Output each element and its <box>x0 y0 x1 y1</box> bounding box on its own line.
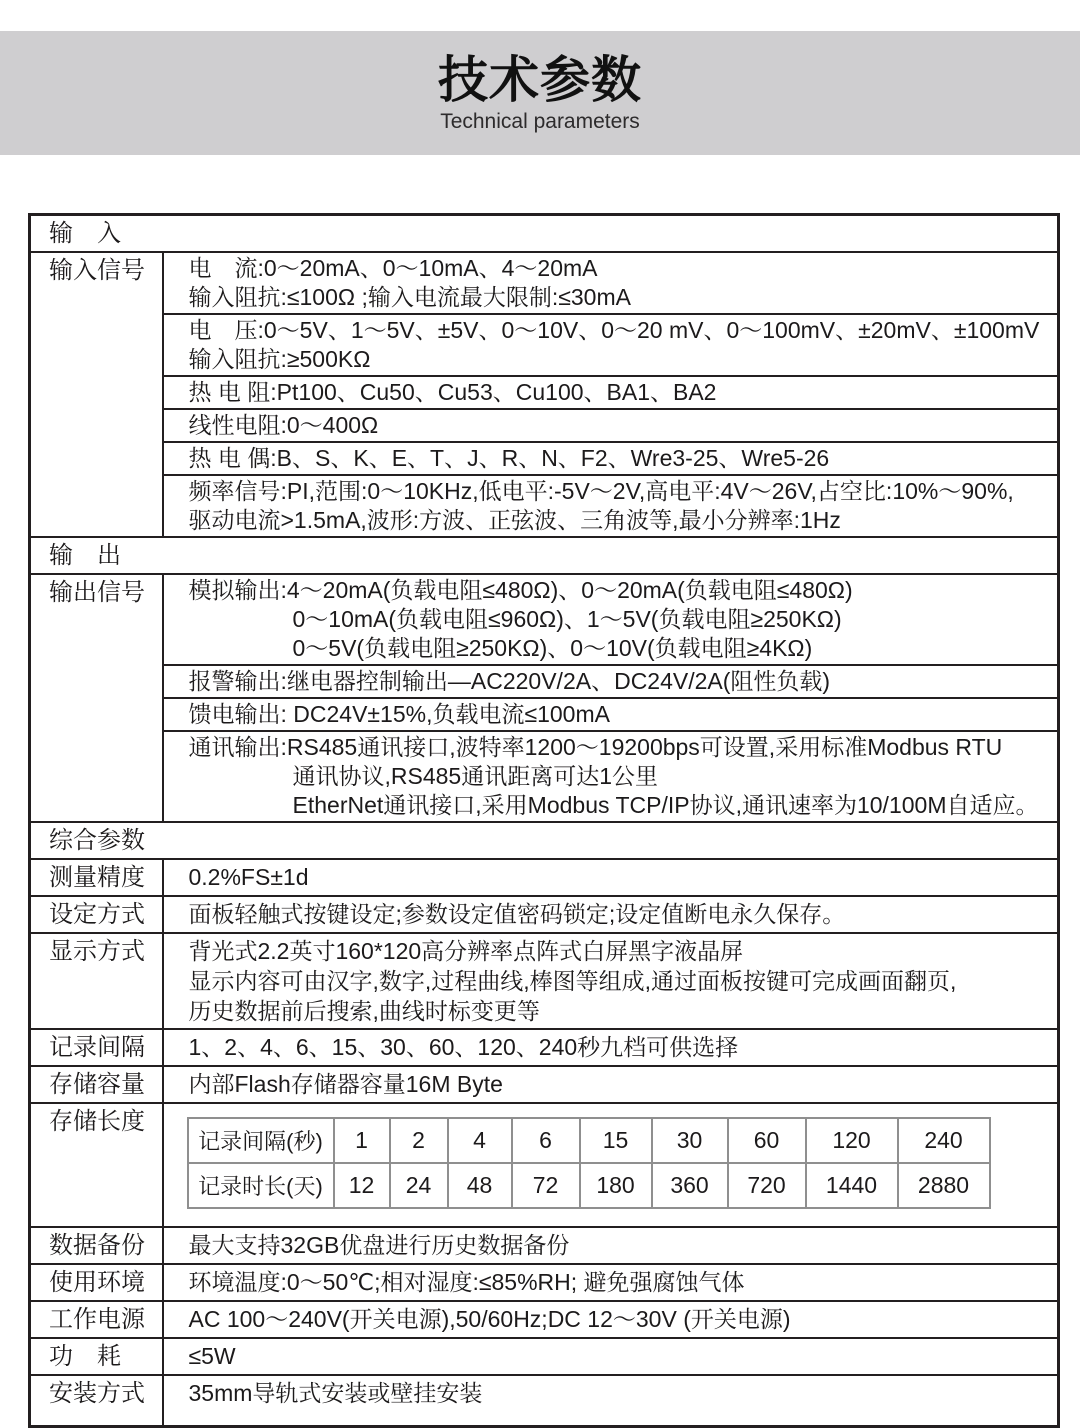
storage-interval-label: 记录间隔(秒) <box>188 1118 334 1163</box>
row-storage-length <box>30 1103 1059 1227</box>
input-subrow-frequency <box>164 476 1058 536</box>
storage-interval-value: 2 <box>390 1118 448 1163</box>
spec-line: 输入阻抗:≤100Ω ;输入电流最大限制:≤30mA <box>188 284 631 310</box>
input-subrow-rtd <box>164 377 1058 410</box>
row-label-display-mode: 显示方式 <box>30 933 163 1029</box>
row-working-power <box>30 1301 1059 1338</box>
spec-line: 热 电 阻:Pt100、Cu50、Cu53、Cu100、BA1、BA2 <box>188 379 717 405</box>
spec-line: 1、2、4、6、15、30、60、120、240秒九档可供选择 <box>188 1034 739 1060</box>
spec-line: EtherNet通讯接口,采用Modbus TCP/IP协议,通讯速率为10/100M自适应。 <box>292 792 1039 818</box>
storage-interval-value: 120 <box>806 1118 898 1163</box>
section-header-output: 输 出 <box>30 537 1059 574</box>
row-installation-method <box>30 1375 1059 1427</box>
output-subrow-feed-power <box>164 699 1058 732</box>
spec-line: 报警输出:继电器控制输出—AC220V/2A、DC24V/2A(阻性负载) <box>188 668 831 694</box>
storage-duration-value: 2880 <box>898 1163 990 1208</box>
row-data-backup <box>30 1227 1059 1264</box>
value-record-interval <box>163 1029 1059 1066</box>
output-signal-row <box>30 574 1059 822</box>
spec-sheet <box>0 31 1080 1407</box>
storage-interval-row <box>188 1118 990 1163</box>
spec-line: 通讯输出:RS485通讯接口,波特率1200～19200bps可设置,采用标准Modbus RTU <box>188 734 1003 760</box>
storage-duration-row <box>188 1163 990 1208</box>
storage-duration-value: 720 <box>728 1163 806 1208</box>
spec-line: 0.2%FS±1d <box>188 864 309 890</box>
value-measuring-accuracy <box>163 859 1059 896</box>
input-subrow-thermocouple <box>164 443 1058 476</box>
spec-line: AC 100～240V(开关电源),50/60Hz;DC 12～30V (开关电源) <box>188 1306 791 1332</box>
storage-duration-value: 24 <box>390 1163 448 1208</box>
row-operating-environment <box>30 1264 1059 1301</box>
section-row-output <box>30 537 1059 574</box>
spec-line: 热 电 偶:B、S、K、E、T、J、R、N、F2、Wre3-25、Wre5-26 <box>188 445 830 471</box>
row-label-power-consumption: 功 耗 <box>30 1338 163 1375</box>
storage-interval-value: 1 <box>334 1118 390 1163</box>
input-subrow-linear-resistance <box>164 410 1058 443</box>
value-setting-method <box>163 896 1059 933</box>
spec-line: 最大支持32GB优盘进行历史数据备份 <box>188 1232 570 1258</box>
spec-line: 内部Flash存储器容量16M Byte <box>188 1071 503 1097</box>
title-banner <box>0 31 1080 155</box>
spec-line: 驱动电流>1.5mA,波形:方波、正弦波、三角波等,最小分辨率:1Hz <box>188 507 841 533</box>
spec-line: 显示内容可由汉字,数字,过程曲线,棒图等组成,通过面板按键可完成画面翻页, <box>188 968 957 994</box>
row-label-storage-length: 存储长度 <box>30 1103 163 1227</box>
value-display-mode <box>163 933 1059 1029</box>
spec-line: 模拟输出:4～20mA(负载电阻≤480Ω)、0～20mA(负载电阻≤480Ω) <box>188 577 853 603</box>
storage-length-table <box>187 1117 991 1209</box>
spec-line: 环境温度:0～50℃;相对湿度:≤85%RH; 避免强腐蚀气体 <box>188 1269 745 1295</box>
spec-line: 电 压:0～5V、1～5V、±5V、0～10V、0～20 mV、0～100mV、±20mV、±100mV <box>188 317 1040 343</box>
storage-duration-value: 1440 <box>806 1163 898 1208</box>
storage-interval-value: 60 <box>728 1118 806 1163</box>
row-label-operating-environment: 使用环境 <box>30 1264 163 1301</box>
value-working-power <box>163 1301 1059 1338</box>
spec-line: 0～5V(负载电阻≥250KΩ)、0～10V(负载电阻≥4KΩ) <box>292 635 813 661</box>
spec-line: 电 流:0～20mA、0～10mA、4～20mA <box>188 255 598 281</box>
storage-interval-value: 4 <box>448 1118 512 1163</box>
row-setting-method <box>30 896 1059 933</box>
spec-table <box>28 213 1060 1428</box>
value-installation-method <box>163 1375 1059 1427</box>
section-header-input: 输 入 <box>30 215 1059 253</box>
row-measuring-accuracy <box>30 859 1059 896</box>
spec-line: 背光式2.2英寸160*120高分辨率点阵式白屏黑字液晶屏 <box>188 938 744 964</box>
spec-line: 0～10mA(负载电阻≤960Ω)、1～5V(负载电阻≥250KΩ) <box>292 606 842 632</box>
input-signal-value-cell <box>163 252 1059 537</box>
spec-line: 历史数据前后搜索,曲线时标变更等 <box>188 998 540 1024</box>
row-label-input-signal: 输入信号 <box>30 252 163 537</box>
storage-duration-value: 180 <box>580 1163 652 1208</box>
row-label-measuring-accuracy: 测量精度 <box>30 859 163 896</box>
value-storage-length <box>163 1103 1059 1227</box>
storage-interval-value: 240 <box>898 1118 990 1163</box>
section-header-general: 综合参数 <box>30 822 1059 859</box>
row-label-installation-method: 安装方式 <box>30 1375 163 1427</box>
storage-interval-value: 6 <box>512 1118 580 1163</box>
input-signal-row <box>30 252 1059 537</box>
row-power-consumption <box>30 1338 1059 1375</box>
storage-interval-value: 30 <box>652 1118 728 1163</box>
section-row-input <box>30 215 1059 253</box>
spec-line: ≤5W <box>188 1343 236 1369</box>
storage-duration-label: 记录时长(天) <box>188 1163 334 1208</box>
row-label-record-interval: 记录间隔 <box>30 1029 163 1066</box>
storage-duration-value: 12 <box>334 1163 390 1208</box>
storage-duration-value: 360 <box>652 1163 728 1208</box>
row-label-working-power: 工作电源 <box>30 1301 163 1338</box>
spec-line: 面板轻触式按键设定;参数设定值密码锁定;设定值断电永久保存。 <box>188 901 846 927</box>
row-label-data-backup: 数据备份 <box>30 1227 163 1264</box>
row-label-storage-capacity: 存储容量 <box>30 1066 163 1103</box>
row-label-setting-method: 设定方式 <box>30 896 163 933</box>
spec-line: 35mm导轨式安装或壁挂安装 <box>188 1380 483 1406</box>
row-display-mode <box>30 933 1059 1029</box>
spec-line: 通讯协议,RS485通讯距离可达1公里 <box>292 763 659 789</box>
storage-interval-value: 15 <box>580 1118 652 1163</box>
spec-line: 输入阻抗:≥500KΩ <box>188 346 371 372</box>
storage-duration-value: 48 <box>448 1163 512 1208</box>
value-operating-environment <box>163 1264 1059 1301</box>
section-row-general <box>30 822 1059 859</box>
row-storage-capacity <box>30 1066 1059 1103</box>
output-subrow-communication <box>164 732 1058 821</box>
output-signal-value-cell <box>163 574 1059 822</box>
output-subrow-analog <box>164 575 1058 666</box>
spec-line: 馈电输出: DC24V±15%,负载电流≤100mA <box>188 701 610 727</box>
input-subrow-current <box>164 253 1058 315</box>
value-data-backup <box>163 1227 1059 1264</box>
value-storage-capacity <box>163 1066 1059 1103</box>
page-title: 技术参数 <box>438 51 642 108</box>
page-subtitle: Technical parameters <box>440 109 640 133</box>
output-subrow-alarm <box>164 666 1058 699</box>
spec-line: 频率信号:PI,范围:0～10KHz,低电平:-5V～2V,高电平:4V～26V,占空比:10%～90%, <box>188 478 1014 504</box>
row-label-output-signal: 输出信号 <box>30 574 163 822</box>
input-subrow-voltage <box>164 315 1058 377</box>
row-record-interval <box>30 1029 1059 1066</box>
value-power-consumption <box>163 1338 1059 1375</box>
spec-line: 线性电阻:0～400Ω <box>188 412 379 438</box>
storage-duration-value: 72 <box>512 1163 580 1208</box>
